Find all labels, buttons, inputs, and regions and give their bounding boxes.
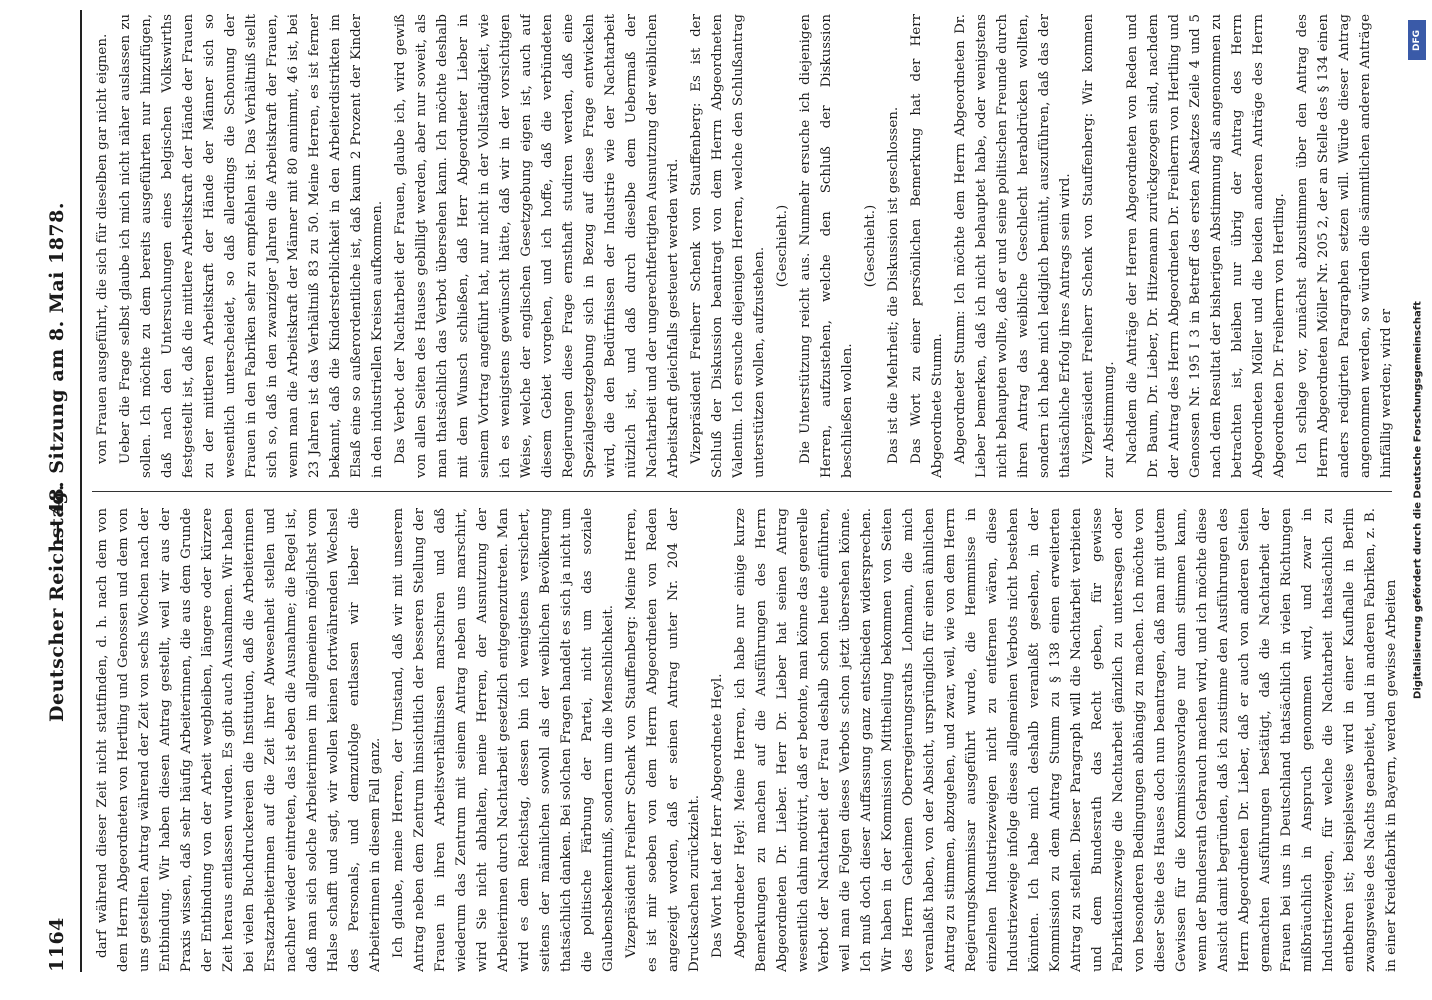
left-column [92,508,1422,972]
column-divider [92,491,1392,492]
publication-title: Deutscher Reichstag. [46,483,68,722]
stage-direction: (Geschieht.) [775,204,790,288]
paragraph: Vizepräsident Freiherr Schenk von Stauffenberg: Wir kommen zur Abstimmung. [1081,14,1117,478]
paragraph: darf während dieser Zeit nicht stattfinden, d. h. nach dem von dem Herrn Abgeordneten von Hertling und Genossen und dem von uns gestellten Antrag während der Zeit von sechs Wochen nach der Entbindung. Wir haben diesen Antrag gestellt, weil wir aus der Praxis wissen, daß sehr häufig Arbeiterinnen, die aus dem Grunde der Entbindung von der Arbeit wegbleiben, längere oder kürzere Zeit heraus entlassen wurden. Es gibt auch Ausnahmen. Wir haben bei vielen Buchdruckereien die Institution, daß die Arbeiterinnen Ersatzarbeiterinnen auf die Zeit ihrer Abwesenheit stellen und nachher wieder eintreten, das ist eben die Ausnahme; die Regel ist, daß man sich solche Arbeiterinnen im allgemeinen möglichst vom Halse schafft und sagt, wir wollen keinen fortwährenden Wechsel des Personals, und demzufolge entlassen wir lieber die Arbeiterinnen in diesem Fall ganz. [95,508,383,972]
paragraph: Abgeordneter Heyl: Meine Herren, ich habe nur einige kurze Bemerkungen zu machen auf die Ausführungen des Herrn Abgeordneten Dr. Lieber. Herr Dr. Lieber hat seinen Antrag wesentlich dahin motivirt, daß er betonte, man könne das generelle Verbot der Nachtarbeit der Frau deshalb schon heute einführen, weil man die Folgen dieses Verbots schon jetzt übersehen könne. Ich muß doch dieser Auffassung ganz entschieden widersprechen. Wir haben in der Kommission Mittheilung bekommen von Seiten des Herrn Geheimen Oberregierungsraths Lohmann, die mich veranlaßt haben, von der Absicht, ursprünglich für einen ähnlichen Antrag zu stimmen, abzugehen, und zwar, weil, wie von dem Herrn Regierungskommissar ausgeführt wurde, die Hemmnisse in einzelnen Industriezweigen nicht zu entfernen wären, diese Industriezweige infolge dieses allgemeinen Verbots nicht bestehen könnten. Ich habe mich deshalb veranlaßt gesehen, in der Kommission zu dem Antrag Stumm zu § 138 einen erweiterten Antrag zu stellen. Dieser Paragraph will die Nachtarbeit verbieten und dem Bundesrath das Recht geben, für gewisse Fabrikationszweige die Nachtarbeit gänzlich zu untersagen oder von besonderen Bedingungen abhängig zu machen. Ich möchte von dieser Seite des Hauses doch nun beantragen, daß man mit gutem Gewissen für die Kommissionsvorlage nur dann stimmen kann, wenn der Bundesrath Gebrauch machen wird, und ich möchte diese Ansicht damit begründen, daß ich zustimme den Ausführungen des Herrn Abgeordneten Dr. Lieber, daß er auch von anderen Seiten gemachten Ausführungen bestätigt, daß die Nachtarbeit der Frauen bei uns in Deutschland thatsächlich in vielen Richtungen mißbräuchlich in Anspruch genommen wird, und zwar in Industriezweigen, für welche die Nachtarbeit thatsächlich zu entbehren ist; beispielsweise wird in einer Kaufhalle in Berlin zwangsweise des Nachts gearbeitet, und in anderen Fabriken, z. B. in einer Kreidefabrik in Bayern, werden gewisse Arbeiten [733,508,1399,972]
session-title: — 48. Sitzung am 8. Mai 1878. [46,202,68,542]
paragraph: Ueber die Frage selbst glaube ich mich nicht näher auslassen zu sollen. Ich möchte zu dem bereits ausgeführten nur hinzufügen, daß nach den Untersuchungen eines belgischen Volkswirths festgestellt ist, daß die mittlere Arbeitskraft der Hände der Frauen zu der mittleren Arbeitskraft der Hände der Männer sich so wesentlich unterscheidet, so daß allerdings die Schonung der Frauen in den Fabriken sehr zu empfehlen ist. Das Verhältniß stellt sich so, daß in den zwanziger Jahren die Arbeitskraft der Frauen, wenn man die Arbeitskraft der Männer mit 80 annimmt, 46 ist, bei 23 Jahren ist das Verhältniß 83 zu 50. Meine Herren, es ist ferner bekannt, daß die Kindersterblichkeit in den Arbeiterdistrikten im Elsaß eine so außerordentliche ist, daß kaum 2 Prozent der Kinder in den industriellen Kreisen aufkommen. [118,14,385,478]
paragraph: Abgeordneter Stumm: Ich möchte dem Herrn Abgeordneten Dr. Lieber bemerken, daß ich nicht behauptet habe, oder wenigstens nicht behaupten wollte, daß er und seine politischen Freunde durch ihren Antrag das weibliche Geschlecht herabdrücken wollten, sondern ich habe mich lediglich bemüht, auszuführen, daß das der thatsächliche Erfolg ihres Antrags sein wird. [953,14,1073,478]
stage-direction: (Geschieht.) [863,204,878,288]
paragraph: Vizepräsident Freiherr Schenk von Stauffenberg: Es ist der Schluß der Diskussion beantragt von dem Herrn Abgeordneten Valentin. Ich ersuche diejenigen Herren, welche den Schlußantrag unterstützen wollen, aufzustehen. [689,14,767,478]
paragraph: von Frauen ausgeführt, die sich für dieselben gar nicht eignen. [95,33,110,464]
page-header [38,10,78,972]
paragraph: Ich glaube, meine Herren, der Umstand, daß wir mit unserem Antrag neben dem Zentrum hinsichtlich der besseren Stellung der Frauen in ihren Arbeitsverhältnissen marschiren und daß wiederum das Zentrum mit seinem Antrag neben uns marschirt, wird Sie nicht abhalten, meine Herren, der Ausnutzung der Arbeiterinnen durch Nachtarbeit gesetzlich entgegenzutreten. Man wird es dem Reichstag, dessen bin ich wenigstens versichert, seitens der männlichen sowohl als der weiblichen Bevölkerung thatsächlich danken. Bei solchen Fragen handelt es sich ja nicht um die politische Färbung der Partei, nicht um das soziale Glaubensbekenntniß, sondern um die Menschlichkeit. [391,508,616,972]
right-column [92,14,1422,478]
paragraph: Ich schlage vor, zunächst abzustimmen über den Antrag des Herrn Abgeordneten Möller Nr. 205 2, der an Stelle des § 134 einen anders redigirten Paragraphen setzen will. Würde dieser Antrag angenommen werden, so würden die sämmtlichen anderen Anträge hinfällig werden; wird er [1295,14,1394,478]
paragraph: Nachdem die Anträge der Herren Abgeordneten von Reden und Dr. Baum, Dr. Lieber, Dr. Hitzemann zurückgezogen sind, nachdem der Antrag des Herrn Abgeordneten Dr. Freiherrn von Hertling und Genossen Nr. 195 I 3 in Betreff des ersten Absatzes Zeile 4 und 5 nach dem Resultat der bisherigen Abstimmung als angenommen zu betrachten ist, bleiben nur übrig der Antrag des Herrn Abgeordneten Möller und die beiden anderen Anträge des Herrn Abgeordneten Dr. Freiherrn von Hertling. [1125,14,1287,478]
dfg-logo: DFG [1408,20,1426,60]
paragraph: Das Verbot der Nachtarbeit der Frauen, glaube ich, wird gewiß von allen Seiten des Hauses gebilligt werden, aber nur soweit, als man thatsächlich das Verbot übersehen kann. Ich möchte deshalb mit dem Wunsch schließen, daß Herr Abgeordneter Lieber in seinem Vortrag angeführt hat, nur nicht in der Vollständigkeit, wie ich es wenigstens gewünscht hätte, daß wir in der vorsichtigen Weise, welche der englischen Gesetzgebung eigen ist, auch auf diesem Gebiet vorgehen, und ich hoffe, daß die verbündeten Regierungen diese Frage ernsthaft studiren werden, daß eine Spezialgesetzgebung sich in Bezug auf diese Frage entwickeln wird, die den Bedürfnissen der Industrie wie der Nachtarbeit nützlich ist, und daß durch dieselbe dem Uebermaß der Nachtarbeit und der ungerechtfertigten Ausnutzung der weiblichen Arbeitskraft gleichfalls gesteuert werden wird. [393,14,681,478]
header-rule [80,10,82,972]
paragraph: Die Unterstützung reicht aus. Nunmehr ersuche ich diejenigen Herren, aufzustehen, welche den Schluß der Diskussion beschließen wollen. [798,14,855,478]
paragraph: Das Wort zu einer persönlichen Bemerkung hat der Herr Abgeordnete Stumm. [909,14,945,478]
paragraph: Vizepräsident Freiherr Schenk von Stauffenberg: Meine Herren, es ist mir soeben von dem Herrn Abgeordneten von Reden angezeigt worden, daß er seinen Antrag unter Nr. 204 der Drucksachen zurückzieht. [624,508,702,972]
page-number: 1164 [46,917,68,972]
credit-text: Digitalisierung gefördert durch die Deutsche Forschungsgemeinschaft [1412,301,1424,699]
paragraph: Das Wort hat der Herr Abgeordnete Heyl. [710,673,725,958]
paragraph: Das ist die Mehrheit; die Diskussion ist geschlossen. [886,106,901,464]
